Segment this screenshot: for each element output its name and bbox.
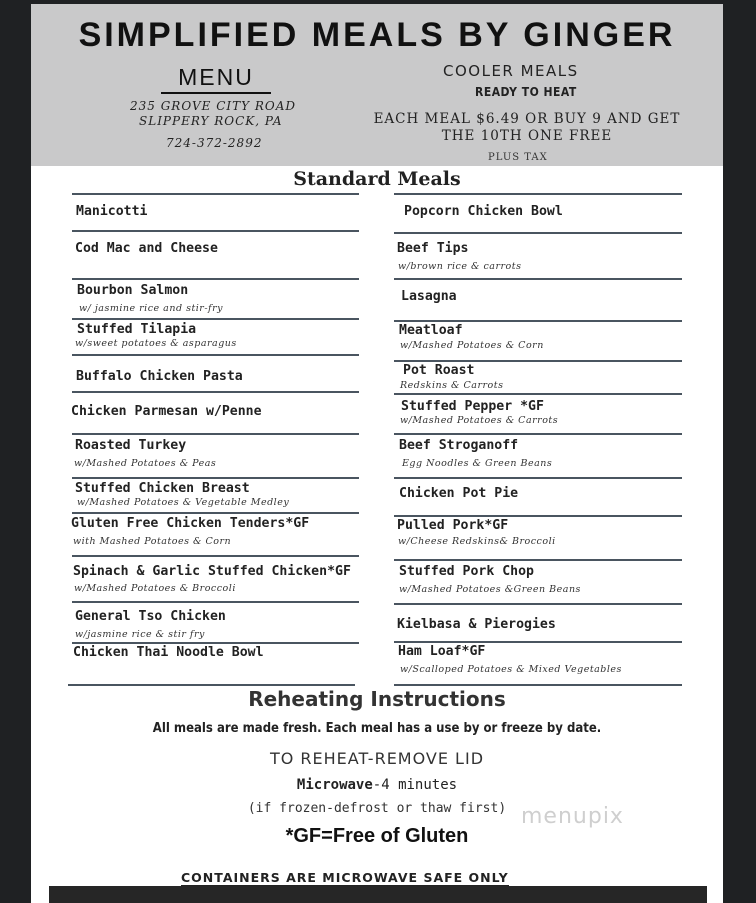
remove-lid-instruction: TO REHEAT-REMOVE LID [269,749,485,768]
microwave-label: Microwave [296,777,373,793]
menu-item-name: Bourbon Salmon [77,283,189,298]
menu-item-desc: w/Mashed Potatoes & Corn [400,340,544,351]
address-line1: 235 GROVE CITY ROAD [130,99,297,113]
menu-item-name: Chicken Thai Noodle Bowl [73,645,264,660]
menu-item-desc: w/sweet potatoes & asparagus [75,338,237,349]
divider [72,555,359,557]
menu-item-name: Chicken Pot Pie [399,486,519,501]
microwave-time: -4 minutes [372,777,458,793]
menu-item-desc: w/ jasmine rice and stir-fry [79,303,223,314]
menu-heading: MENU [161,62,271,94]
divider [394,320,682,322]
menu-item-name: Kielbasa & Pierogies [397,617,556,632]
divider [394,603,682,605]
menu-item-desc: w/Mashed Potatoes & Vegetable Medley [77,497,290,508]
divider [72,391,359,393]
cooler-meals-label: COOLER MEALS [443,62,579,80]
divider [394,232,682,234]
menu-item-name: Roasted Turkey [75,438,187,453]
divider [72,642,359,644]
reheat-title: Reheating Instructions [248,687,506,711]
section-title: Standard Meals [293,168,461,190]
microwave-instruction [31,777,723,793]
divider [394,559,682,561]
menu-item-name: Stuffed Pepper *GF [401,399,544,414]
address-line2: SLIPPERY ROCK, PA [139,114,283,128]
menu-item-desc: w/Mashed Potatoes &Green Beans [399,584,581,595]
divider [394,433,682,435]
divider [394,684,682,686]
divider [72,193,359,195]
restaurant-title: SIMPLIFIED MEALS BY GINGER [78,16,676,54]
divider [394,515,682,517]
divider [72,230,359,232]
watermark: menupix [521,804,624,829]
plus-tax-label: PLUS TAX [488,152,548,163]
phone-number: 724-372-2892 [166,136,263,150]
price-line1: EACH MEAL $6.49 OR BUY 9 AND GET [373,111,681,127]
microwave-safe-note: CONTAINERS ARE MICROWAVE SAFE ONLY [181,870,509,885]
menu-item-name: Manicotti [76,204,148,219]
menu-item-name: Stuffed Pork Chop [399,564,534,579]
frozen-note: (if frozen-defrost or thaw first) [247,801,507,816]
divider [72,601,359,603]
menu-item-name: Spinach & Garlic Stuffed Chicken*GF [73,564,351,579]
menu-item-desc: w/brown rice & carrots [398,261,522,272]
freshness-note: All meals are made fresh. Each meal has a use by or freeze by date. [152,721,602,736]
menu-item-name: Lasagna [401,289,457,304]
menu-item-name: Beef Tips [397,241,469,256]
menu-item-name: Chicken Parmesan w/Penne [71,404,262,419]
menu-item-desc: w/Mashed Potatoes & Carrots [400,415,559,426]
menu-item-name: Meatloaf [399,323,463,338]
menu-item-name: General Tso Chicken [75,609,226,624]
divider [394,641,682,643]
divider [394,193,682,195]
menu-item-desc: w/Cheese Redskins& Broccoli [398,536,556,547]
menu-item-desc: Redskins & Carrots [400,380,504,391]
divider [72,512,359,514]
divider [72,477,359,479]
menu-item-name: Beef Stroganoff [399,438,519,453]
divider [72,433,359,435]
divider [394,477,682,479]
divider [72,318,359,320]
menu-item-desc: with Mashed Potatoes & Corn [73,536,232,547]
menu-item-desc: Egg Noodles & Green Beans [402,458,553,469]
menu-page [31,4,723,903]
menu-item-name: Pulled Pork*GF [397,518,509,533]
menu-item-name: Popcorn Chicken Bowl [404,204,563,219]
divider [394,278,682,280]
divider [394,360,682,362]
footer-band [49,886,707,903]
divider [72,278,359,280]
menu-item-desc: w/Scalloped Potatoes & Mixed Vegetables [400,664,622,675]
menu-item-desc: w/jasmine rice & stir fry [75,629,205,640]
divider [394,393,682,395]
divider [68,684,355,686]
menu-item-name: Stuffed Chicken Breast [75,481,250,496]
menu-item-name: Stuffed Tilapia [77,322,197,337]
price-line2: THE 10TH ONE FREE [441,128,613,144]
menu-item-name: Buffalo Chicken Pasta [76,369,243,384]
menu-item-desc: w/Mashed Potatoes & Broccoli [74,583,236,594]
menu-item-desc: w/Mashed Potatoes & Peas [74,458,217,469]
gluten-free-note: *GF=Free of Gluten [285,825,469,847]
divider [72,354,359,356]
ready-to-heat-label: READY TO HEAT [475,85,577,99]
menu-item-name: Pot Roast [403,363,475,378]
menu-item-name: Ham Loaf*GF [398,644,486,659]
menu-item-name: Gluten Free Chicken Tenders*GF [71,516,310,531]
menu-item-name: Cod Mac and Cheese [75,241,218,256]
